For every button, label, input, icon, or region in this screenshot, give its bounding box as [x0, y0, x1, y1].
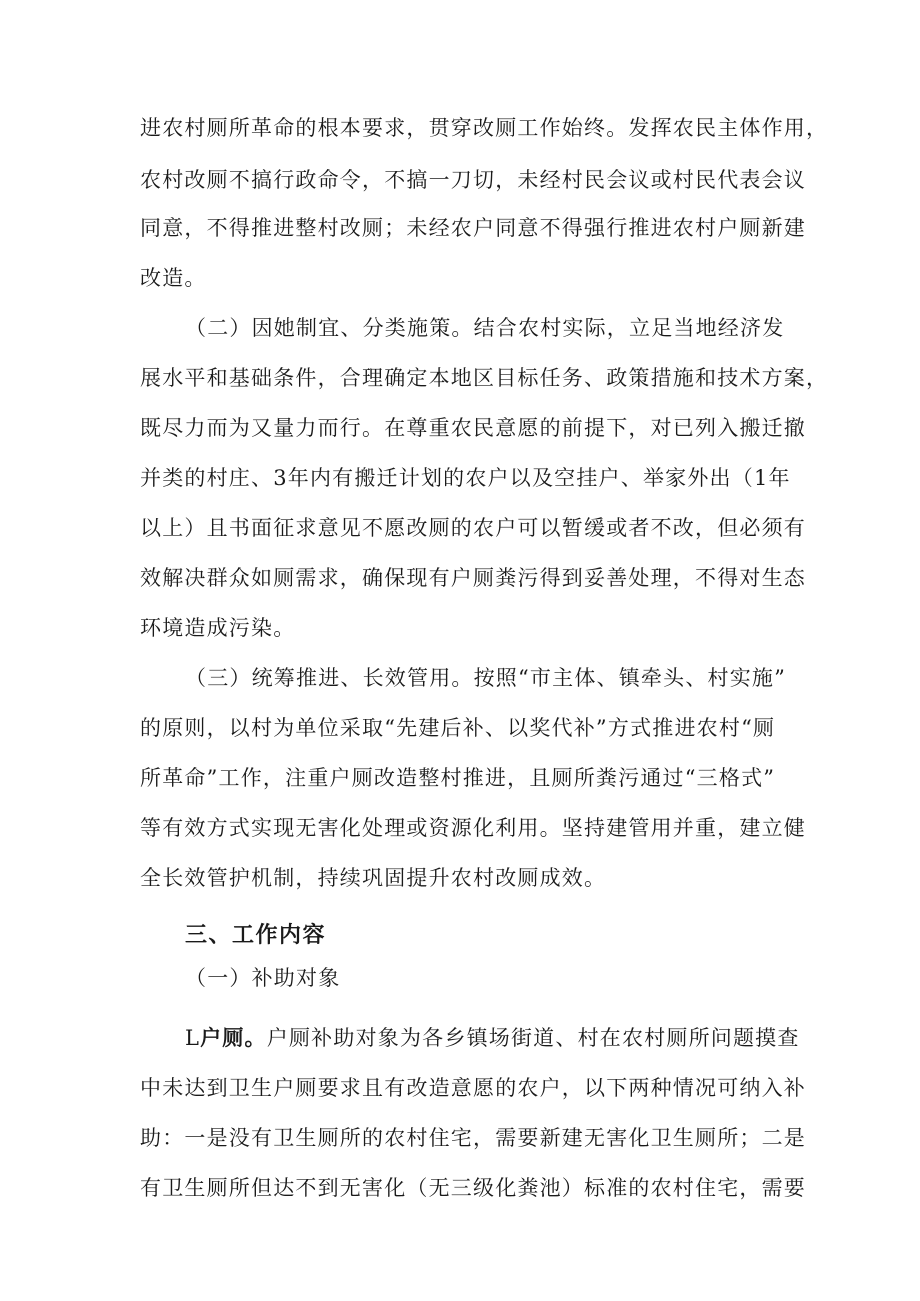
text-line: （三）统筹推进、长效管用。按照“市主体、镇牵头、村实施” — [185, 666, 787, 690]
text-line: 环境造成污染。 — [140, 616, 296, 640]
text-line: 效解决群众如厕需求，确保现有户厕粪污得到妥善处理，不得对生态 — [140, 566, 806, 590]
text-line: 等有效方式实现无害化处理或资源化利用。坚持建管用并重，建立健 — [140, 816, 806, 840]
section-heading: 三、工作内容 — [185, 923, 327, 948]
subsection-heading: （一）补助对象 — [185, 966, 341, 990]
text-line: 进农村厕所革命的根本要求，贯穿改厕工作始终。发挥农民主体作用， — [140, 116, 829, 140]
text-line: 全长效管护机制，持续巩固提升农村改厕成效。 — [140, 866, 607, 890]
text-line: 农村改厕不搞行政命令，不搞一刀切，未经村民会议或村民代表会议 — [140, 168, 806, 192]
text-line: 改造。 — [140, 266, 207, 290]
text-line: 的原则，以村为单位采取“先建后补、以奖代补”方式推进农村“厕 — [140, 716, 776, 740]
text-line: 同意，不得推进整村改厕；未经农户同意不得强行推进农村户厕新建 — [140, 216, 806, 240]
text-line-lead — [185, 1028, 800, 1049]
text-line: 展水平和基础条件，合理确定本地区目标任务、政策措施和技术方案， — [140, 366, 829, 390]
text-line: 有卫生厕所但达不到无害化（无三级化粪池）标准的农村住宅，需要 — [140, 1176, 806, 1200]
text-line: 以上）且书面征求意见不愿改厕的农户可以暂缓或者不改，但必须有 — [140, 516, 806, 540]
text-line: 既尽力而为又量力而行。在尊重农民意愿的前提下，对已列入搬迁撤 — [140, 416, 806, 440]
lead-number: L — [185, 1026, 201, 1050]
lead-bold-term: 户厕。 — [200, 1026, 267, 1050]
lead-rest: 户厕补助对象为各乡镇场街道、村在农村厕所问题摸查 — [266, 1026, 800, 1050]
text-line: 并类的村庄、3年内有搬迁计划的农户以及空挂户、举家外出（1年 — [140, 466, 791, 490]
text-line: （二）因她制宜、分类施策。结合农村实际，立足当地经济发 — [185, 316, 785, 340]
text-line: 助：一是没有卫生厕所的农村住宅，需要新建无害化卫生厕所；二是 — [140, 1126, 806, 1150]
text-line: 所革命”工作，注重户厕改造整村推进，且厕所粪污通过“三格式” — [140, 766, 776, 790]
text-line: 中未达到卫生户厕要求且有改造意愿的农户，以下两种情况可纳入补 — [140, 1076, 806, 1100]
